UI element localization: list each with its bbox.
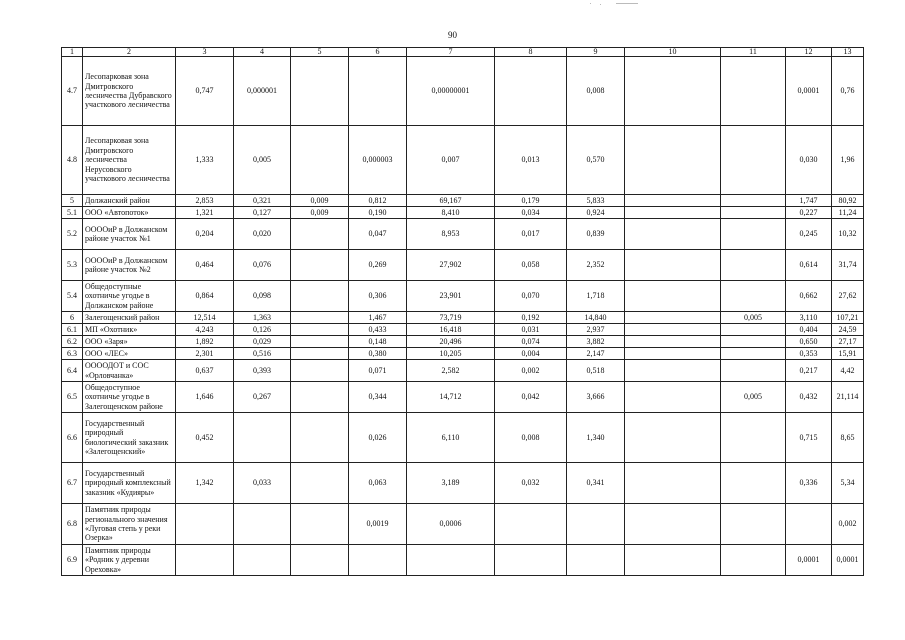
- row-name-cell: ООО «Автопоток»: [83, 207, 176, 219]
- value-cell: [721, 504, 786, 545]
- value-cell: 107,21: [832, 312, 864, 324]
- value-cell: 0,380: [349, 348, 407, 360]
- value-cell: 0,148: [349, 336, 407, 348]
- value-cell: [567, 545, 625, 576]
- value-cell: [234, 545, 291, 576]
- value-cell: 0,864: [176, 281, 234, 312]
- value-cell: [721, 219, 786, 250]
- table-row: [62, 126, 864, 195]
- column-header: 4: [234, 48, 291, 57]
- value-cell: 1,333: [176, 126, 234, 195]
- row-name-cell: Общедоступные охотничье угодье в Должанском районе: [83, 281, 176, 312]
- value-cell: [407, 545, 495, 576]
- value-cell: 2,937: [567, 324, 625, 336]
- value-cell: 0,026: [349, 413, 407, 463]
- row-number-cell: 6.5: [62, 382, 83, 413]
- value-cell: 5,833: [567, 195, 625, 207]
- value-cell: [625, 281, 721, 312]
- value-cell: 0,070: [495, 281, 567, 312]
- value-cell: [625, 207, 721, 219]
- value-cell: [786, 504, 832, 545]
- column-header: 3: [176, 48, 234, 57]
- value-cell: 11,24: [832, 207, 864, 219]
- value-cell: 14,840: [567, 312, 625, 324]
- value-cell: 0,009: [291, 195, 349, 207]
- value-cell: 3,110: [786, 312, 832, 324]
- value-cell: [176, 545, 234, 576]
- value-cell: 0,029: [234, 336, 291, 348]
- value-cell: 0,005: [234, 126, 291, 195]
- column-header: 10: [625, 48, 721, 57]
- table-row: [62, 250, 864, 281]
- row-name-cell: ООООиР в Должанском районе участок №1: [83, 219, 176, 250]
- table-body: [62, 48, 864, 576]
- value-cell: 0,190: [349, 207, 407, 219]
- value-cell: 0,0006: [407, 504, 495, 545]
- table-row: [62, 312, 864, 324]
- table-row: [62, 463, 864, 504]
- table-row: [62, 413, 864, 463]
- row-number-cell: 6: [62, 312, 83, 324]
- value-cell: 1,892: [176, 336, 234, 348]
- value-cell: [291, 504, 349, 545]
- row-name-cell: ООО «ЛЕС»: [83, 348, 176, 360]
- value-cell: 0,071: [349, 360, 407, 382]
- row-name-cell: Общедоступное охотничье угодье в Залегощенском районе: [83, 382, 176, 413]
- value-cell: [625, 360, 721, 382]
- value-cell: [291, 413, 349, 463]
- emissions-table: [61, 47, 864, 576]
- value-cell: 0,812: [349, 195, 407, 207]
- value-cell: [625, 57, 721, 126]
- value-cell: [721, 360, 786, 382]
- value-cell: 0,614: [786, 250, 832, 281]
- value-cell: 31,74: [832, 250, 864, 281]
- table-row: [62, 545, 864, 576]
- value-cell: 8,410: [407, 207, 495, 219]
- row-name-cell: Лесопарковая зона Дмитровского лесничества Нерусовского участкового лесничества: [83, 126, 176, 195]
- value-cell: 0,034: [495, 207, 567, 219]
- value-cell: 0,650: [786, 336, 832, 348]
- value-cell: 27,17: [832, 336, 864, 348]
- header-row: [62, 48, 864, 57]
- table-row: [62, 207, 864, 219]
- value-cell: 10,205: [407, 348, 495, 360]
- value-cell: [291, 312, 349, 324]
- value-cell: [721, 250, 786, 281]
- page-number: 90: [448, 30, 457, 40]
- value-cell: 73,719: [407, 312, 495, 324]
- value-cell: 0,747: [176, 57, 234, 126]
- table-row: [62, 219, 864, 250]
- value-cell: 0,0001: [786, 545, 832, 576]
- value-cell: 0,267: [234, 382, 291, 413]
- scan-artifact: [600, 4, 601, 5]
- value-cell: [721, 324, 786, 336]
- value-cell: [349, 57, 407, 126]
- value-cell: [721, 348, 786, 360]
- value-cell: 0,074: [495, 336, 567, 348]
- value-cell: [625, 463, 721, 504]
- value-cell: [291, 382, 349, 413]
- value-cell: [721, 281, 786, 312]
- value-cell: 0,009: [291, 207, 349, 219]
- value-cell: 1,321: [176, 207, 234, 219]
- value-cell: 0,032: [495, 463, 567, 504]
- value-cell: 0,227: [786, 207, 832, 219]
- value-cell: [291, 545, 349, 576]
- scan-artifact: [616, 3, 638, 4]
- value-cell: [291, 348, 349, 360]
- row-number-cell: 6.1: [62, 324, 83, 336]
- row-name-cell: ООООиР в Должанском районе участок №2: [83, 250, 176, 281]
- value-cell: 21,114: [832, 382, 864, 413]
- value-cell: [625, 195, 721, 207]
- value-cell: [291, 250, 349, 281]
- table-row: [62, 324, 864, 336]
- row-number-cell: 6.3: [62, 348, 83, 360]
- value-cell: [625, 545, 721, 576]
- value-cell: 0,204: [176, 219, 234, 250]
- value-cell: 15,91: [832, 348, 864, 360]
- row-name-cell: Государственный природный комплексный заказник «Кудияры»: [83, 463, 176, 504]
- value-cell: 0,393: [234, 360, 291, 382]
- value-cell: 0,007: [407, 126, 495, 195]
- value-cell: [625, 504, 721, 545]
- value-cell: 8,953: [407, 219, 495, 250]
- value-cell: 0,063: [349, 463, 407, 504]
- column-header: 8: [495, 48, 567, 57]
- row-number-cell: 6.7: [62, 463, 83, 504]
- row-name-cell: Должанский район: [83, 195, 176, 207]
- value-cell: 0,433: [349, 324, 407, 336]
- value-cell: 0,217: [786, 360, 832, 382]
- value-cell: [721, 463, 786, 504]
- value-cell: 0,516: [234, 348, 291, 360]
- value-cell: 3,189: [407, 463, 495, 504]
- value-cell: [721, 126, 786, 195]
- value-cell: 0,452: [176, 413, 234, 463]
- value-cell: 0,098: [234, 281, 291, 312]
- value-cell: [625, 312, 721, 324]
- value-cell: 0,017: [495, 219, 567, 250]
- value-cell: 0,715: [786, 413, 832, 463]
- value-cell: 0,0019: [349, 504, 407, 545]
- value-cell: [291, 324, 349, 336]
- row-name-cell: МП «Охотник»: [83, 324, 176, 336]
- value-cell: 1,340: [567, 413, 625, 463]
- value-cell: 0,047: [349, 219, 407, 250]
- row-name-cell: ООООДОТ и СОС «Орловчанка»: [83, 360, 176, 382]
- value-cell: 0,00000001: [407, 57, 495, 126]
- value-cell: 10,32: [832, 219, 864, 250]
- value-cell: [176, 504, 234, 545]
- value-cell: 0,0001: [832, 545, 864, 576]
- value-cell: 3,666: [567, 382, 625, 413]
- value-cell: 0,570: [567, 126, 625, 195]
- row-number-cell: 4.8: [62, 126, 83, 195]
- value-cell: [625, 413, 721, 463]
- value-cell: 0,192: [495, 312, 567, 324]
- value-cell: 0,000001: [234, 57, 291, 126]
- value-cell: 0,353: [786, 348, 832, 360]
- value-cell: 24,59: [832, 324, 864, 336]
- value-cell: 0,464: [176, 250, 234, 281]
- row-name-cell: Залегощенский район: [83, 312, 176, 324]
- value-cell: 0,005: [721, 312, 786, 324]
- value-cell: [625, 126, 721, 195]
- value-cell: [495, 504, 567, 545]
- table-row: [62, 348, 864, 360]
- value-cell: 0,008: [567, 57, 625, 126]
- row-number-cell: 5.2: [62, 219, 83, 250]
- row-number-cell: 6.2: [62, 336, 83, 348]
- row-name-cell: Памятник природы «Родник у деревни Ореховка»: [83, 545, 176, 576]
- value-cell: 23,901: [407, 281, 495, 312]
- value-cell: 0,002: [495, 360, 567, 382]
- value-cell: [721, 545, 786, 576]
- value-cell: 12,514: [176, 312, 234, 324]
- value-cell: 4,42: [832, 360, 864, 382]
- column-header: 12: [786, 48, 832, 57]
- row-number-cell: 6.9: [62, 545, 83, 576]
- value-cell: 0,020: [234, 219, 291, 250]
- value-cell: 0,126: [234, 324, 291, 336]
- table-row: [62, 382, 864, 413]
- value-cell: 0,058: [495, 250, 567, 281]
- table-row: [62, 57, 864, 126]
- value-cell: [625, 336, 721, 348]
- value-cell: 0,179: [495, 195, 567, 207]
- value-cell: 2,301: [176, 348, 234, 360]
- value-cell: [721, 207, 786, 219]
- column-header: 1: [62, 48, 83, 57]
- value-cell: [291, 57, 349, 126]
- value-cell: 0,033: [234, 463, 291, 504]
- value-cell: [291, 360, 349, 382]
- value-cell: [234, 504, 291, 545]
- value-cell: 0,432: [786, 382, 832, 413]
- value-cell: 0,030: [786, 126, 832, 195]
- row-name-cell: Памятник природы регионального значения «Луговая степь у реки Озерка»: [83, 504, 176, 545]
- row-number-cell: 6.4: [62, 360, 83, 382]
- value-cell: [721, 195, 786, 207]
- value-cell: [625, 324, 721, 336]
- value-cell: 0,031: [495, 324, 567, 336]
- value-cell: [291, 463, 349, 504]
- value-cell: 0,306: [349, 281, 407, 312]
- value-cell: 0,127: [234, 207, 291, 219]
- table-row: [62, 195, 864, 207]
- column-header: 9: [567, 48, 625, 57]
- value-cell: 0,245: [786, 219, 832, 250]
- value-cell: 0,008: [495, 413, 567, 463]
- value-cell: 0,404: [786, 324, 832, 336]
- value-cell: 0,269: [349, 250, 407, 281]
- value-cell: 0,518: [567, 360, 625, 382]
- value-cell: 27,902: [407, 250, 495, 281]
- column-header: 13: [832, 48, 864, 57]
- column-header: 11: [721, 48, 786, 57]
- value-cell: 0,076: [234, 250, 291, 281]
- value-cell: 8,65: [832, 413, 864, 463]
- scan-artifact: [590, 3, 591, 4]
- value-cell: 2,582: [407, 360, 495, 382]
- value-cell: 3,882: [567, 336, 625, 348]
- value-cell: 27,62: [832, 281, 864, 312]
- value-cell: 1,342: [176, 463, 234, 504]
- row-number-cell: 5.4: [62, 281, 83, 312]
- value-cell: 5,34: [832, 463, 864, 504]
- value-cell: [567, 504, 625, 545]
- value-cell: 2,853: [176, 195, 234, 207]
- value-cell: 0,341: [567, 463, 625, 504]
- value-cell: 20,496: [407, 336, 495, 348]
- value-cell: 2,147: [567, 348, 625, 360]
- table-row: [62, 504, 864, 545]
- value-cell: 1,363: [234, 312, 291, 324]
- value-cell: 4,243: [176, 324, 234, 336]
- value-cell: [349, 545, 407, 576]
- value-cell: [291, 219, 349, 250]
- value-cell: 2,352: [567, 250, 625, 281]
- column-header: 7: [407, 48, 495, 57]
- value-cell: 0,662: [786, 281, 832, 312]
- row-number-cell: 6.6: [62, 413, 83, 463]
- value-cell: 0,000003: [349, 126, 407, 195]
- value-cell: 69,167: [407, 195, 495, 207]
- value-cell: 0,013: [495, 126, 567, 195]
- column-header: 5: [291, 48, 349, 57]
- value-cell: 1,96: [832, 126, 864, 195]
- value-cell: 0,005: [721, 382, 786, 413]
- value-cell: 0,839: [567, 219, 625, 250]
- table-row: [62, 360, 864, 382]
- value-cell: 0,637: [176, 360, 234, 382]
- row-number-cell: 4.7: [62, 57, 83, 126]
- column-header: 6: [349, 48, 407, 57]
- value-cell: 1,646: [176, 382, 234, 413]
- value-cell: 0,002: [832, 504, 864, 545]
- value-cell: [625, 348, 721, 360]
- value-cell: [721, 57, 786, 126]
- row-name-cell: ООО «Заря»: [83, 336, 176, 348]
- value-cell: [495, 57, 567, 126]
- value-cell: 0,76: [832, 57, 864, 126]
- row-number-cell: 5.1: [62, 207, 83, 219]
- value-cell: [291, 126, 349, 195]
- row-number-cell: 5.3: [62, 250, 83, 281]
- value-cell: 6,110: [407, 413, 495, 463]
- value-cell: 1,467: [349, 312, 407, 324]
- value-cell: 1,718: [567, 281, 625, 312]
- value-cell: 0,042: [495, 382, 567, 413]
- value-cell: 16,418: [407, 324, 495, 336]
- table-row: [62, 336, 864, 348]
- column-header: 2: [83, 48, 176, 57]
- value-cell: [625, 382, 721, 413]
- value-cell: 0,336: [786, 463, 832, 504]
- value-cell: 0,0001: [786, 57, 832, 126]
- value-cell: 14,712: [407, 382, 495, 413]
- value-cell: [495, 545, 567, 576]
- value-cell: 1,747: [786, 195, 832, 207]
- table-row: [62, 281, 864, 312]
- value-cell: 80,92: [832, 195, 864, 207]
- value-cell: [291, 336, 349, 348]
- row-number-cell: 5: [62, 195, 83, 207]
- row-number-cell: 6.8: [62, 504, 83, 545]
- value-cell: [291, 281, 349, 312]
- value-cell: 0,321: [234, 195, 291, 207]
- value-cell: [234, 413, 291, 463]
- value-cell: 0,004: [495, 348, 567, 360]
- value-cell: 0,344: [349, 382, 407, 413]
- value-cell: [625, 250, 721, 281]
- value-cell: [721, 413, 786, 463]
- value-cell: 0,924: [567, 207, 625, 219]
- value-cell: [625, 219, 721, 250]
- value-cell: [721, 336, 786, 348]
- row-name-cell: Лесопарковая зона Дмитровского лесничества Дубравского участкового лесничества: [83, 57, 176, 126]
- row-name-cell: Государственный природный биологический заказник «Залегощенский»: [83, 413, 176, 463]
